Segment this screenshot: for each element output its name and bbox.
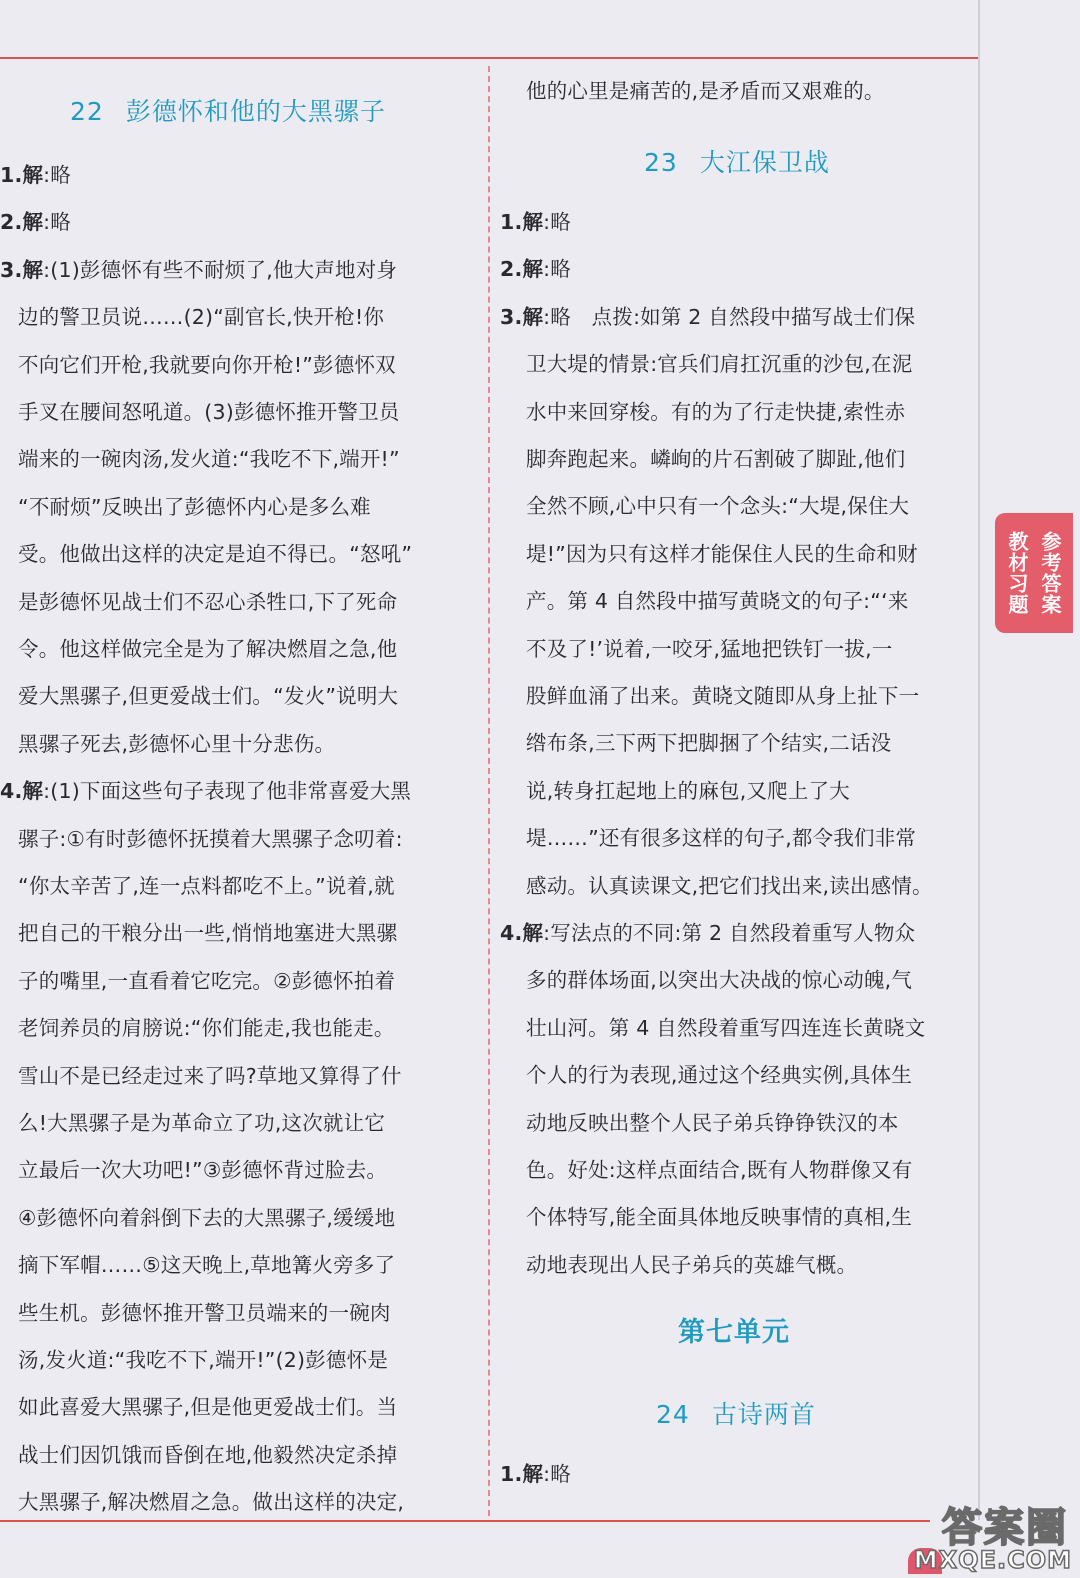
answer-text: 端来的一碗肉汤,发火道:“我吃不下,端开!” bbox=[18, 447, 400, 472]
question-number: 3. bbox=[500, 304, 523, 329]
answer-line bbox=[526, 626, 892, 672]
answer-line bbox=[18, 1337, 388, 1383]
answer-line bbox=[18, 626, 397, 672]
answer-label: 解 bbox=[22, 210, 44, 235]
answer-line bbox=[18, 1100, 385, 1146]
answer-text: 子的嘴里,一直看着它吃完。②彭德怀拍着 bbox=[18, 968, 396, 993]
question-number: 4. bbox=[500, 921, 523, 945]
page-edge bbox=[978, 0, 980, 1520]
answer-line bbox=[18, 721, 335, 767]
answer-line bbox=[18, 1053, 402, 1099]
answer-text: 动地反映出整个人民子弟兵铮铮铁汉的本 bbox=[526, 1110, 899, 1135]
question-number: 1. bbox=[500, 210, 523, 234]
answer-line bbox=[18, 294, 384, 340]
question-number: 4. bbox=[0, 779, 23, 804]
answer-text: :略 bbox=[543, 257, 571, 282]
answer-text: 边的警卫员说……(2)“副官长,快开枪!你 bbox=[18, 305, 385, 330]
answer-text: “不耐烦”反映出了彭德怀内心是多么难 bbox=[18, 494, 371, 519]
answer-line bbox=[18, 910, 397, 956]
answer-text: 不及了!’说着,一咬牙,猛地把铁钉一拔,一 bbox=[526, 636, 893, 661]
answer-label: 解 bbox=[522, 210, 544, 234]
answer-line bbox=[526, 1242, 857, 1288]
answer-text: 大黑骡子,解决燃眉之急。做出这样的决定, bbox=[18, 1490, 405, 1515]
answer-line bbox=[18, 1195, 395, 1241]
answer-line bbox=[18, 484, 371, 530]
continuation-line: 他的心里是痛苦的,是矛盾而又艰难的。 bbox=[526, 79, 885, 103]
answer-line bbox=[526, 531, 918, 577]
answer-line bbox=[526, 863, 933, 909]
answer-line bbox=[526, 1194, 912, 1240]
lesson-number: 24 bbox=[656, 1400, 690, 1429]
answer-line bbox=[18, 436, 400, 482]
answer-text: 老饲养员的肩膀说:“你们能走,我也能走。 bbox=[18, 1016, 395, 1041]
answer-text: ④彭德怀向着斜倒下去的大黑骡子,缓缓地 bbox=[18, 1205, 396, 1230]
answer-line bbox=[0, 768, 411, 814]
answer-text: :(1)下面这些句子表现了他非常喜爱大黑 bbox=[43, 779, 412, 804]
side-section-tab[interactable] bbox=[995, 513, 1073, 633]
answer-text: 产。第 4 自然段中描写黄晓文的句子:“‘来 bbox=[526, 589, 909, 614]
answer-line bbox=[0, 199, 71, 245]
answer-text: 雪山不是已经走过来了吗?草地又算得了什 bbox=[18, 1063, 402, 1088]
column-divider bbox=[488, 66, 490, 1516]
answer-text: 汤,发火道:“我吃不下,端开!”(2)彭德怀是 bbox=[18, 1348, 389, 1372]
unit-title: 第七单元 bbox=[678, 1317, 790, 1348]
answer-line bbox=[526, 1005, 925, 1051]
answer-label: 解 bbox=[522, 304, 544, 329]
answer-text: 黑骡子死去,彭德怀心里十分悲伤。 bbox=[18, 731, 336, 756]
answer-line bbox=[18, 863, 395, 909]
answer-text: 堤!”因为只有这样才能保住人民的生命和财 bbox=[526, 541, 918, 566]
answer-line bbox=[526, 815, 916, 861]
lesson-title-text: 彭德怀和他的大黑骡子 bbox=[125, 97, 386, 126]
answer-line bbox=[500, 294, 915, 340]
answer-text: 骡子:①有时彭德怀抚摸着大黑骡子念叨着: bbox=[18, 826, 403, 851]
answer-line bbox=[526, 957, 912, 1003]
answer-line bbox=[526, 389, 905, 435]
answer-text: 股鲜血涌了出来。黄晓文随即从身上扯下一 bbox=[526, 684, 920, 708]
lesson-title-text: 大江保卫战 bbox=[699, 148, 830, 177]
lesson-24-title bbox=[656, 1395, 816, 1431]
answer-line bbox=[18, 389, 400, 435]
answer-line bbox=[18, 673, 398, 719]
watermark-url: MXQE.COM bbox=[913, 1546, 1072, 1574]
answer-line bbox=[500, 246, 571, 292]
answer-text: 立最后一次大功吧!”③彭德怀背过脸去。 bbox=[18, 1158, 388, 1183]
answer-text: 卫大堤的情景:官兵们肩扛沉重的沙包,在泥 bbox=[526, 352, 913, 377]
answer-text: 不向它们开枪,我就要向你开枪!”彭德怀双 bbox=[18, 352, 396, 377]
answer-text: 令。他这样做完全是为了解决燃眉之急,他 bbox=[18, 637, 398, 661]
answer-text: :写法点的不同:第 2 自然段着重写人物众 bbox=[543, 921, 916, 945]
answer-line bbox=[526, 436, 905, 482]
answer-line bbox=[18, 1479, 404, 1525]
answer-text: 水中来回穿梭。有的为了行走快捷,索性赤 bbox=[526, 399, 906, 424]
answer-label: 解 bbox=[22, 779, 44, 804]
answer-text: 战士们因饥饿而昏倒在地,他毅然决定杀掉 bbox=[18, 1442, 398, 1467]
answer-text: :略 bbox=[43, 163, 71, 187]
side-tab-line-2: 教材习题 bbox=[1005, 531, 1029, 615]
lesson-number: 23 bbox=[644, 148, 678, 177]
answer-text: 脚奔跑起来。嶙峋的片石割破了脚趾,他们 bbox=[526, 447, 906, 471]
lesson-23-title bbox=[644, 143, 830, 179]
answer-text: :(1)彭德怀有些不耐烦了,他大声地对身 bbox=[43, 257, 398, 282]
answer-label: 解 bbox=[522, 1462, 544, 1486]
answer-text: 摘下军帽……⑤这天晚上,草地篝火旁多了 bbox=[18, 1253, 396, 1278]
answer-text: 受。他做出这样的决定是迫不得已。“怒吼” bbox=[18, 542, 413, 567]
answer-text: 动地表现出人民子弟兵的英雄气概。 bbox=[526, 1252, 858, 1277]
lesson-title-text: 古诗两首 bbox=[711, 1400, 816, 1429]
watermark-logo bbox=[878, 1496, 1078, 1578]
answer-text: 绺布条,三下两下把脚捆了个结实,二话没 bbox=[526, 731, 892, 756]
answer-line bbox=[0, 152, 71, 198]
answer-text: 些生机。彭德怀推开警卫员端来的一碗肉 bbox=[18, 1300, 391, 1325]
answer-text: 把自己的干粮分出一些,悄悄地塞进大黑骡 bbox=[18, 921, 398, 946]
answer-text: 说,转身扛起地上的麻包,又爬上了大 bbox=[526, 778, 850, 803]
answer-text: :略 bbox=[543, 210, 571, 234]
answer-line bbox=[18, 1147, 387, 1193]
answer-line bbox=[526, 768, 850, 814]
answer-text: 色。好处:这样点面结合,既有人物群像又有 bbox=[526, 1158, 913, 1182]
answer-text: 如此喜爱大黑骡子,但是他更爱战士们。当 bbox=[18, 1395, 398, 1420]
answer-line bbox=[526, 1052, 912, 1098]
answer-line bbox=[526, 1100, 899, 1146]
answer-text: 么!大黑骡子是为革命立了功,这次就让它 bbox=[18, 1111, 386, 1135]
answer-line bbox=[18, 816, 403, 862]
answer-text: 壮山河。第 4 自然段着重写四连连长黄晓文 bbox=[526, 1015, 926, 1040]
answer-line bbox=[18, 1005, 395, 1051]
answer-label: 解 bbox=[22, 163, 44, 187]
answer-label: 解 bbox=[22, 257, 44, 282]
answer-line bbox=[500, 910, 915, 956]
answer-text: :略 bbox=[43, 210, 71, 235]
answer-line bbox=[18, 342, 396, 388]
answer-text: :略 点拨:如第 2 自然段中描写战士们保 bbox=[543, 304, 916, 329]
answer-line bbox=[18, 1290, 391, 1336]
answer-label: 解 bbox=[522, 257, 544, 282]
answer-text: 全然不顾,心中只有一个念头:“大堤,保住大 bbox=[526, 494, 910, 519]
answer-line bbox=[526, 1147, 912, 1193]
answer-line bbox=[526, 720, 891, 766]
answer-line bbox=[18, 1384, 397, 1430]
question-number: 1. bbox=[0, 163, 23, 187]
answer-line bbox=[18, 531, 412, 577]
top-rule bbox=[0, 57, 980, 59]
question-number: 2. bbox=[500, 257, 523, 282]
answer-text: 个体特写,能全面具体地反映事情的真相,生 bbox=[526, 1205, 913, 1230]
answer-text: :略 bbox=[543, 1462, 571, 1486]
watermark-text: 答案圈 bbox=[942, 1505, 1068, 1551]
answer-line bbox=[500, 1451, 571, 1497]
answer-line bbox=[526, 341, 912, 387]
question-number: 1. bbox=[500, 1462, 523, 1486]
answer-line bbox=[18, 1242, 395, 1288]
answer-text: “你太辛苦了,连一点料都吃不上。”说着,就 bbox=[18, 874, 395, 898]
answer-line bbox=[0, 247, 397, 293]
answer-text: 感动。认真读课文,把它们找出来,读出感情。 bbox=[526, 873, 933, 898]
side-tab-line-1: 参考答案 bbox=[1038, 531, 1062, 615]
answer-text: 是彭德怀见战士们不忍心杀牲口,下了死命 bbox=[18, 589, 398, 614]
answer-line bbox=[18, 958, 395, 1004]
lesson-22-title bbox=[70, 92, 386, 128]
answer-line bbox=[18, 1432, 397, 1478]
answer-line bbox=[526, 673, 919, 719]
answer-text: 手叉在腰间怒吼道。(3)彭德怀推开警卫员 bbox=[18, 400, 400, 424]
lesson-number: 22 bbox=[70, 97, 104, 126]
answer-text: 堤……”还有很多这样的句子,都令我们非常 bbox=[526, 826, 917, 851]
answer-text: 多的群体场面,以突出大决战的惊心动魄,气 bbox=[526, 968, 913, 993]
answer-text: 个人的行为表现,通过这个经典实例,具体生 bbox=[526, 1063, 913, 1088]
question-number: 2. bbox=[0, 210, 23, 235]
answer-line bbox=[526, 578, 909, 624]
answer-line bbox=[500, 199, 571, 245]
question-number: 3. bbox=[0, 257, 23, 282]
answer-line bbox=[526, 483, 909, 529]
answer-label: 解 bbox=[522, 921, 544, 945]
answer-text: 爱大黑骡子,但更爱战士们。“发火”说明大 bbox=[18, 684, 399, 709]
answer-line bbox=[18, 579, 397, 625]
